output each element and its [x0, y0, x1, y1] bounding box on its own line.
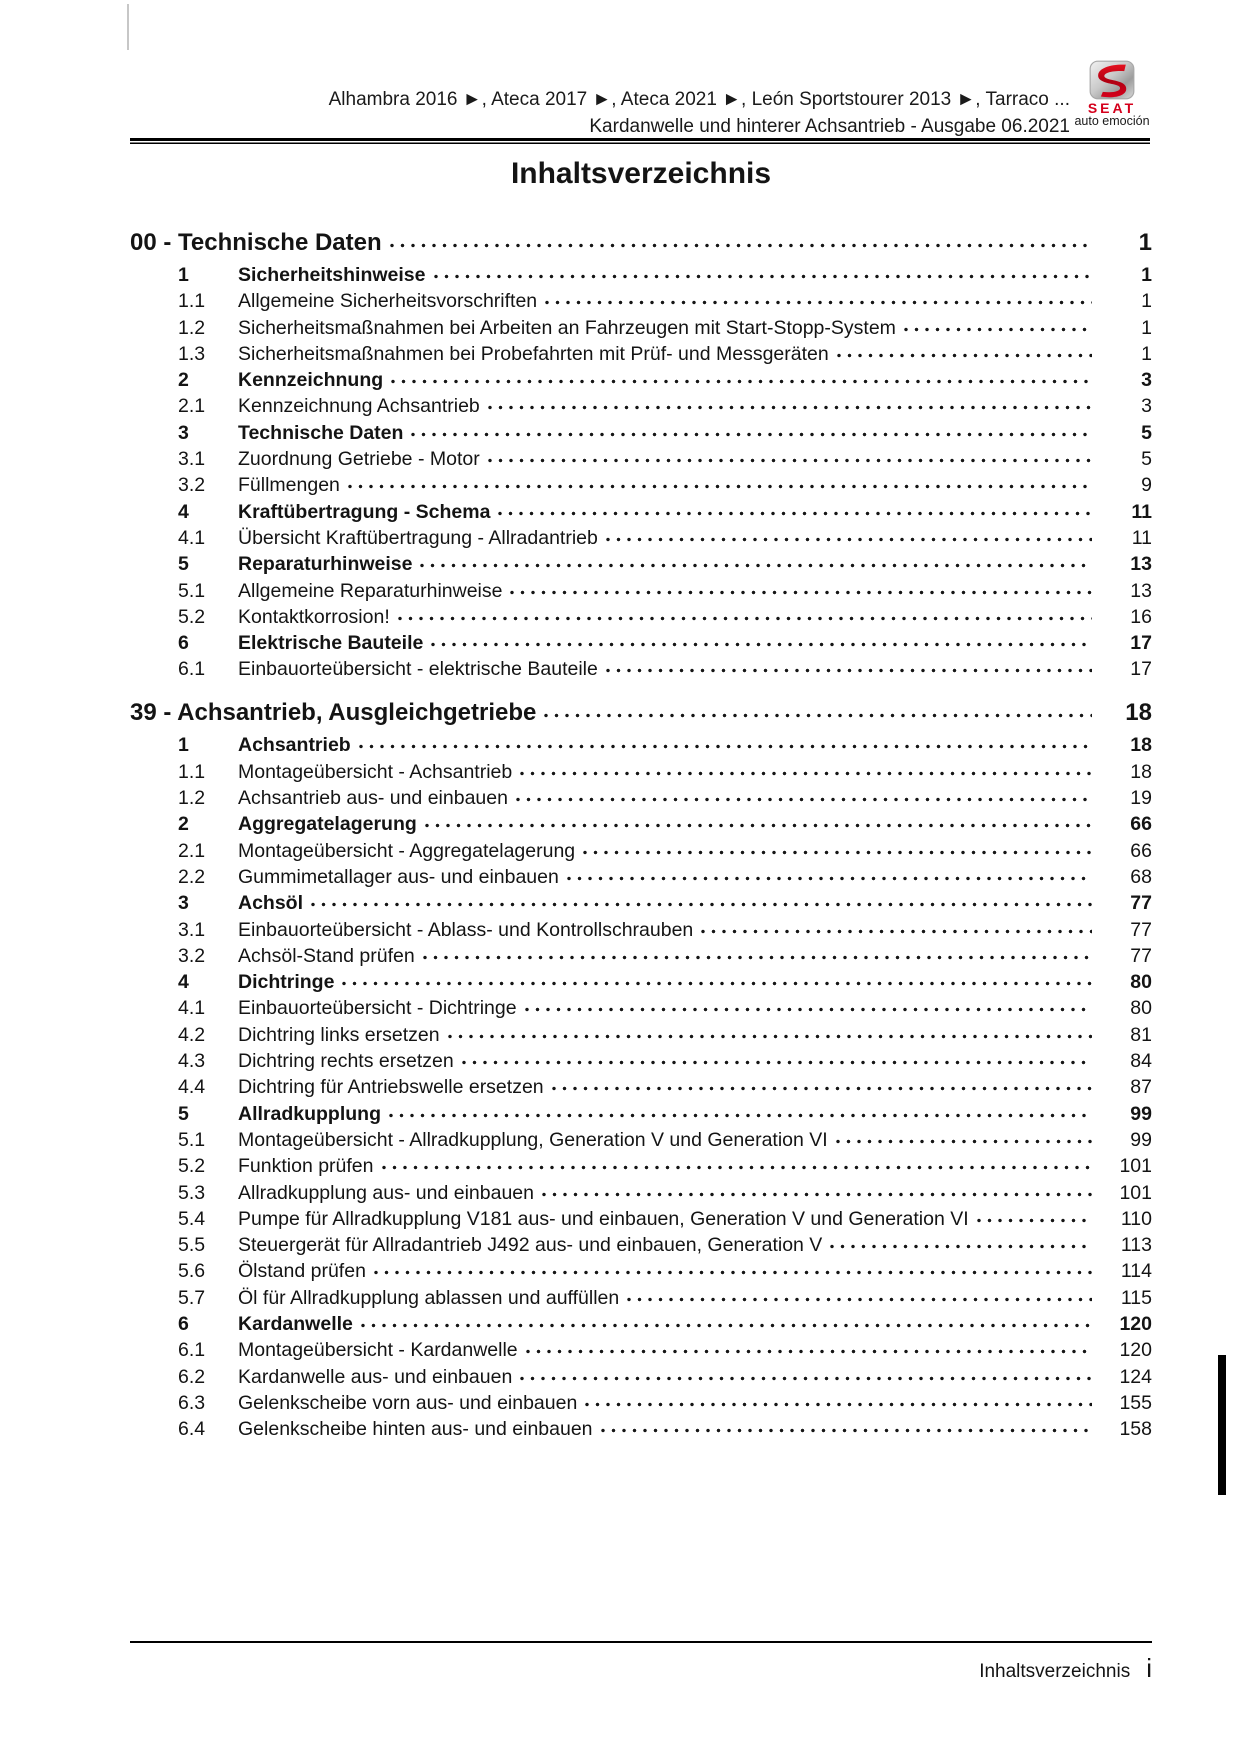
toc-entry-row[interactable] [130, 527, 1152, 549]
dot-leader [342, 971, 1092, 993]
toc-chapter-row[interactable] [130, 700, 1152, 726]
entry-number: 2 [178, 369, 189, 392]
entry-title: Gelenkscheibe vorn aus- und einbauen [238, 1391, 578, 1414]
dot-leader [425, 813, 1092, 835]
entry-title: Montageübersicht - Aggregatelagerung [238, 839, 576, 862]
entry-number: 5.3 [178, 1181, 206, 1204]
toc-entry-row[interactable] [130, 1339, 1152, 1361]
entry-title: Zuordnung Getriebe - Motor [238, 448, 480, 471]
entry-page-number: 9 [1141, 474, 1152, 497]
entry-number: 1.1 [178, 760, 206, 783]
toc-entry-row[interactable] [130, 580, 1152, 602]
dot-leader [359, 734, 1092, 756]
entry-title: Füllmengen [238, 474, 340, 497]
dot-leader [423, 945, 1092, 967]
entry-page-number: 115 [1120, 1286, 1152, 1309]
entry-title: Montageübersicht - Kardanwelle [238, 1339, 518, 1362]
entry-page-number: 120 [1119, 1312, 1152, 1335]
entry-title: Allgemeine Reparaturhinweise [238, 579, 503, 602]
entry-page-number: 1 [1141, 264, 1152, 286]
toc-entry-row[interactable] [130, 395, 1152, 417]
dot-leader [520, 761, 1092, 783]
entry-page-number: 110 [1120, 1207, 1152, 1230]
dot-leader [431, 632, 1092, 654]
dot-leader [516, 787, 1092, 809]
toc-entry-row[interactable] [130, 369, 1152, 391]
toc-entry-row[interactable] [130, 787, 1152, 809]
dot-leader [434, 264, 1093, 286]
toc-entry-row[interactable] [130, 1392, 1152, 1414]
chapter-label: 39 - Achsantrieb, Ausgleichgetriebe [130, 699, 537, 727]
entry-page-number: 77 [1130, 944, 1152, 967]
entry-title: Funktion prüfen [238, 1155, 374, 1178]
entry-number: 3.2 [178, 474, 206, 497]
dot-leader [391, 369, 1092, 391]
toc-entry-row[interactable] [130, 1366, 1152, 1388]
dot-leader [498, 501, 1092, 523]
entry-title: Allradkupplung aus- und einbauen [238, 1181, 534, 1204]
entry-page-number: 114 [1120, 1260, 1152, 1283]
entry-number: 3 [178, 892, 189, 915]
dot-leader [398, 606, 1092, 628]
entry-number: 1.1 [178, 290, 206, 313]
toc-entry-row[interactable] [130, 919, 1152, 941]
dot-leader [627, 1287, 1092, 1309]
dot-leader [382, 1155, 1092, 1177]
entry-number: 5.2 [178, 605, 206, 628]
entry-number: 4 [178, 971, 189, 994]
entry-page-number: 87 [1130, 1076, 1152, 1099]
entry-title: Achsantrieb [238, 734, 351, 757]
entry-page-number: 19 [1130, 787, 1152, 810]
chapter-label: 00 - Technische Daten [130, 229, 382, 256]
toc-entry-row[interactable] [130, 1313, 1152, 1335]
entry-title: Öl für Allradkupplung ablassen und auffüllen [238, 1286, 620, 1309]
entry-page-number: 16 [1130, 605, 1152, 628]
toc-entry-row[interactable] [130, 1024, 1152, 1046]
entry-page-number: 120 [1119, 1339, 1152, 1362]
toc-entry-row[interactable] [130, 1129, 1152, 1151]
entry-number: 1.3 [178, 342, 206, 365]
chapter-page-number: 1 [1138, 229, 1152, 256]
entry-page-number: 11 [1131, 526, 1152, 549]
entry-title: Kraftübertragung - Schema [238, 500, 491, 523]
toc-entry-row[interactable] [130, 422, 1152, 444]
toc-entry-row[interactable] [130, 840, 1152, 862]
change-marker-bar [1218, 1355, 1226, 1495]
dot-leader [510, 580, 1092, 602]
dot-leader [837, 343, 1092, 365]
entry-page-number: 5 [1141, 421, 1152, 444]
entry-number: 2.2 [178, 865, 206, 888]
entry-number: 1 [178, 734, 189, 757]
entry-page-number: 13 [1130, 553, 1152, 576]
page-footer [130, 1641, 1152, 1684]
entry-title: Einbauorteübersicht - Dichtringe [238, 997, 517, 1020]
entry-number: 1 [178, 264, 189, 286]
toc [130, 230, 1152, 1444]
entry-title: Dichtring für Antriebswelle ersetzen [238, 1076, 544, 1099]
entry-page-number: 17 [1130, 658, 1152, 681]
dot-leader [552, 1076, 1092, 1098]
entry-page-number: 155 [1119, 1391, 1152, 1414]
entry-title: Kardanwelle aus- und einbauen [238, 1365, 513, 1388]
toc-entry-row[interactable] [130, 632, 1152, 654]
entry-page-number: 77 [1130, 892, 1152, 915]
entry-number: 3.1 [178, 918, 206, 941]
dot-leader [411, 422, 1092, 444]
entry-title: Kontaktkorrosion! [238, 605, 390, 628]
toc-entry-row[interactable] [130, 290, 1152, 312]
toc-entry-row[interactable] [130, 945, 1152, 967]
entry-page-number: 3 [1141, 369, 1152, 392]
entry-number: 4 [178, 500, 189, 523]
entry-page-number: 68 [1130, 865, 1152, 888]
entry-number: 1.2 [178, 787, 206, 810]
toc-entry-row[interactable] [130, 1182, 1152, 1204]
entry-number: 1.2 [178, 316, 206, 339]
toc-entry-row[interactable] [130, 1103, 1152, 1125]
entry-number: 5.1 [178, 579, 206, 602]
toc-entry-row[interactable] [130, 343, 1152, 365]
entry-title: Achsöl [238, 892, 304, 915]
entry-number: 3 [178, 421, 189, 444]
toc-entry-row[interactable] [130, 1234, 1152, 1256]
entry-title: Elektrische Bauteile [238, 632, 424, 655]
entry-page-number: 101 [1119, 1155, 1152, 1178]
toc-entry-row[interactable] [130, 448, 1152, 470]
entry-title: Gummimetallager aus- und einbauen [238, 865, 559, 888]
dot-leader [830, 1234, 1092, 1256]
entry-page-number: 99 [1130, 1128, 1152, 1151]
entry-title: Allradkupplung [238, 1102, 381, 1125]
entry-number: 6.1 [178, 658, 206, 681]
dot-leader [544, 700, 1092, 726]
entry-number: 6.1 [178, 1339, 206, 1362]
entry-title: Achsantrieb aus- und einbauen [238, 787, 508, 810]
entry-number: 6.3 [178, 1391, 206, 1414]
dot-leader [374, 1260, 1092, 1282]
dot-leader [390, 230, 1092, 256]
toc-entry-row[interactable] [130, 1418, 1152, 1440]
entry-number: 5.7 [178, 1286, 206, 1309]
brand-block [1072, 60, 1152, 128]
entry-number: 6 [178, 632, 189, 655]
toc-entry-row[interactable] [130, 553, 1152, 575]
entry-title: Kennzeichnung Achsantrieb [238, 395, 480, 418]
entry-title: Kennzeichnung [238, 369, 384, 392]
dot-leader [462, 1050, 1092, 1072]
entry-page-number: 13 [1130, 579, 1152, 602]
entry-page-number: 18 [1130, 760, 1152, 783]
entry-number: 4.3 [178, 1050, 206, 1073]
entry-page-number: 113 [1120, 1234, 1152, 1257]
entry-page-number: 11 [1131, 500, 1152, 523]
entry-number: 3.2 [178, 944, 206, 967]
entry-page-number: 1 [1141, 290, 1152, 313]
dot-leader [701, 919, 1092, 941]
dot-leader [606, 658, 1092, 680]
entry-number: 4.4 [178, 1076, 206, 1099]
entry-title: Steuergerät für Allradantrieb J492 aus- und einbauen, Generation V [238, 1234, 823, 1257]
entry-number: 2 [178, 813, 189, 836]
dot-leader [348, 474, 1092, 496]
dot-leader [904, 317, 1092, 339]
entry-title: Pumpe für Allradkupplung V181 aus- und einbauen, Generation V und Generation VI [238, 1207, 969, 1230]
entry-number: 4.1 [178, 997, 206, 1020]
entry-number: 3.1 [178, 448, 206, 471]
brand-tagline: auto emoción [1074, 114, 1150, 128]
entry-page-number: 81 [1130, 1023, 1152, 1046]
entry-number: 6 [178, 1312, 189, 1335]
dot-leader [836, 1129, 1092, 1151]
entry-page-number: 124 [1119, 1365, 1152, 1388]
header-divider [130, 138, 1150, 144]
entry-page-number: 18 [1130, 734, 1152, 757]
entry-title: Einbauorteübersicht - Ablass- und Kontrollschrauben [238, 918, 694, 941]
toc-entry-row[interactable] [130, 1208, 1152, 1230]
page-header [329, 86, 1070, 140]
toc-entry-row[interactable] [130, 813, 1152, 835]
entry-title: Aggregatelagerung [238, 813, 417, 836]
toc-entry-row[interactable] [130, 1076, 1152, 1098]
dot-leader [601, 1418, 1092, 1440]
toc-entry-row[interactable] [130, 1155, 1152, 1177]
dot-leader [525, 997, 1092, 1019]
footer-page-number: i [1146, 1653, 1152, 1683]
toc-entry-row[interactable] [130, 892, 1152, 914]
entry-page-number: 66 [1130, 813, 1152, 836]
dot-leader [420, 553, 1092, 575]
entry-title: Ölstand prüfen [238, 1260, 366, 1283]
dot-leader [977, 1208, 1092, 1230]
entry-page-number: 5 [1141, 448, 1152, 471]
header-document-title: Kardanwelle und hinterer Achsantrieb - Ausgabe 06.2021 [589, 116, 1070, 137]
entry-title: Allgemeine Sicherheitsvorschriften [238, 290, 538, 313]
dot-leader [488, 395, 1092, 417]
entry-number: 5.5 [178, 1234, 206, 1257]
toc-entry-row[interactable] [130, 866, 1152, 888]
toc-entry-row[interactable] [130, 264, 1152, 286]
entry-number: 5.2 [178, 1155, 206, 1178]
footer-label: Inhaltsverzeichnis [979, 1661, 1131, 1682]
dot-leader [567, 866, 1092, 888]
entry-number: 2.1 [178, 839, 206, 862]
entry-number: 5 [178, 553, 189, 576]
entry-page-number: 17 [1130, 632, 1152, 655]
entry-title: Gelenkscheibe hinten aus- und einbauen [238, 1418, 593, 1441]
entry-title: Sicherheitsmaßnahmen bei Probefahrten mit Prüf- und Messgeräten [238, 342, 829, 365]
toc-entry-row[interactable] [130, 501, 1152, 523]
page-title: Inhaltsverzeichnis [510, 157, 772, 190]
entry-page-number: 66 [1130, 839, 1152, 862]
entry-page-number: 3 [1141, 395, 1152, 418]
chapter-page-number: 18 [1125, 699, 1152, 727]
dot-leader [545, 290, 1092, 312]
entry-title: Montageübersicht - Achsantrieb [238, 760, 513, 783]
toc-entry-row[interactable] [130, 658, 1152, 680]
dot-leader [583, 840, 1092, 862]
entry-title: Einbauorteübersicht - elektrische Bauteile [238, 658, 598, 681]
toc-entry-row[interactable] [130, 1287, 1152, 1309]
dot-leader [606, 527, 1092, 549]
toc-entry-row[interactable] [130, 1260, 1152, 1282]
entry-title: Sicherheitshinweise [238, 264, 426, 286]
header-model-list: Alhambra 2016 ►, Ateca 2017 ►, Ateca 2021 ►, León Sportstourer 2013 ►, Tarraco ... [328, 89, 1070, 110]
toc-entry-row[interactable] [130, 317, 1152, 339]
entry-title: Montageübersicht - Allradkupplung, Generation V und Generation VI [238, 1128, 828, 1151]
entry-title: Dichtring links ersetzen [238, 1023, 440, 1046]
entry-title: Reparaturhinweise [238, 553, 413, 576]
brand-name: SEAT [1087, 100, 1137, 116]
entry-page-number: 101 [1119, 1181, 1152, 1204]
toc-chapter-row[interactable] [130, 230, 1152, 256]
entry-number: 4.1 [178, 526, 206, 549]
dot-leader [488, 448, 1092, 470]
entry-number: 5.6 [178, 1260, 206, 1283]
entry-title: Technische Daten [238, 421, 404, 444]
entry-number: 6.4 [178, 1418, 206, 1441]
entry-page-number: 99 [1130, 1102, 1152, 1125]
entry-number: 2.1 [178, 395, 206, 418]
entry-page-number: 1 [1141, 316, 1152, 339]
entry-number: 5 [178, 1102, 189, 1125]
scan-artifact [127, 4, 129, 50]
entry-page-number: 77 [1130, 918, 1152, 941]
toc-entry-row[interactable] [130, 606, 1152, 628]
dot-leader [389, 1103, 1092, 1125]
toc-entry-row[interactable] [130, 971, 1152, 993]
entry-number: 5.4 [178, 1207, 206, 1230]
dot-leader [526, 1339, 1092, 1361]
entry-page-number: 1 [1141, 342, 1152, 365]
entry-number: 4.2 [178, 1023, 206, 1046]
entry-title: Übersicht Kraftübertragung - Allradantrieb [238, 526, 598, 549]
dot-leader [448, 1024, 1092, 1046]
entry-page-number: 80 [1130, 997, 1152, 1020]
entry-title: Achsöl-Stand prüfen [238, 944, 415, 967]
toc-entry-row[interactable] [130, 1050, 1152, 1072]
entry-number: 6.2 [178, 1365, 206, 1388]
toc-entry-row[interactable] [130, 761, 1152, 783]
entry-page-number: 80 [1130, 971, 1152, 994]
entry-title: Kardanwelle [238, 1312, 353, 1335]
dot-leader [520, 1366, 1092, 1388]
dot-leader [542, 1182, 1092, 1204]
toc-entry-row[interactable] [130, 474, 1152, 496]
dot-leader [361, 1313, 1092, 1335]
entry-page-number: 158 [1119, 1418, 1152, 1441]
toc-entry-row[interactable] [130, 997, 1152, 1019]
dot-leader [585, 1392, 1092, 1414]
entry-title: Dichtringe [238, 971, 335, 994]
toc-entry-row[interactable] [130, 734, 1152, 756]
dot-leader [311, 892, 1092, 914]
seat-logo [1089, 60, 1135, 100]
entry-page-number: 84 [1130, 1050, 1152, 1073]
entry-number: 5.1 [178, 1128, 206, 1151]
entry-title: Dichtring rechts ersetzen [238, 1050, 454, 1073]
entry-title: Sicherheitsmaßnahmen bei Arbeiten an Fahrzeugen mit Start-Stopp-System [238, 316, 896, 339]
